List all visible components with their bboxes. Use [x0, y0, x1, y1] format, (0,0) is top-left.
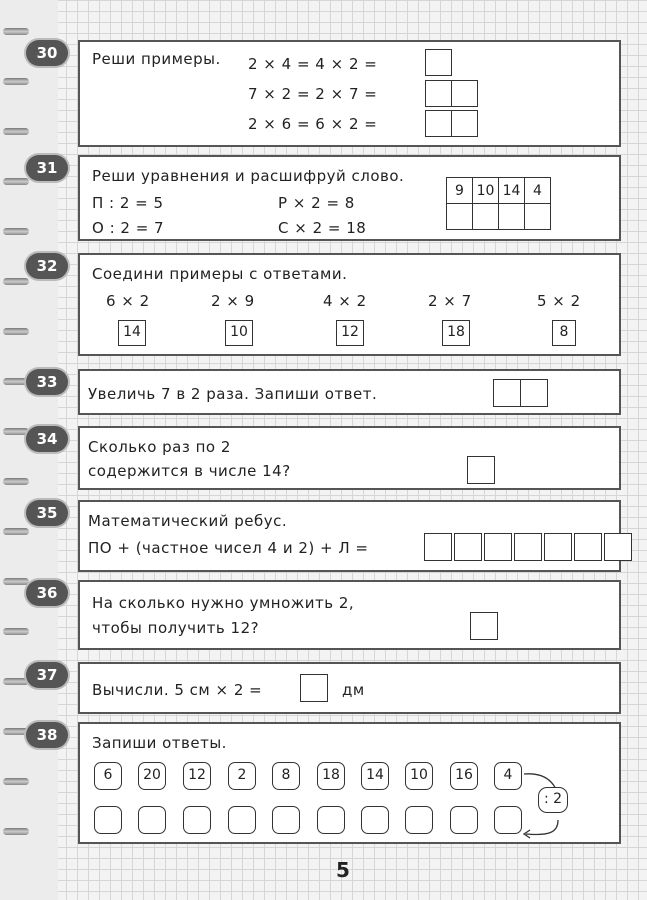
- answer-box[interactable]: [183, 806, 211, 834]
- task-36-line-2: чтобы получить 12?: [92, 619, 260, 637]
- source-number: 8: [272, 762, 300, 790]
- source-number: 10: [405, 762, 433, 790]
- answer-box[interactable]: [425, 110, 452, 137]
- task-37: [78, 662, 621, 714]
- answer-box[interactable]: [520, 379, 548, 407]
- answer-option[interactable]: 8: [552, 320, 576, 346]
- answer-box[interactable]: [405, 806, 433, 834]
- cipher-letter-box[interactable]: [447, 204, 473, 230]
- task-36: [78, 580, 621, 650]
- task-34: [78, 426, 621, 490]
- source-number: 16: [450, 762, 478, 790]
- answer-box[interactable]: [425, 49, 452, 76]
- example: 4 × 2: [323, 292, 367, 310]
- task-33: [78, 369, 621, 415]
- task-31-number: 31: [26, 155, 68, 181]
- answer-box[interactable]: [470, 612, 498, 640]
- task-31-title: Реши уравнения и расшифруй слово.: [92, 167, 405, 185]
- answer-box[interactable]: [604, 533, 632, 561]
- task-30-row-1: 2 × 4 = 4 × 2 =: [248, 55, 378, 73]
- task-35-title: Математический ребус.: [88, 512, 288, 530]
- answer-option[interactable]: 12: [336, 320, 364, 346]
- task-34-line-2: содержится в числе 14?: [88, 462, 291, 480]
- cipher-letter-box[interactable]: [525, 204, 551, 230]
- source-number: 12: [183, 762, 211, 790]
- answer-box[interactable]: [424, 533, 452, 561]
- task-32-number: 32: [26, 253, 68, 279]
- page-number: 5: [336, 858, 350, 882]
- task-32-title: Соедини примеры с ответами.: [92, 265, 348, 283]
- answer-box[interactable]: [300, 674, 328, 702]
- answer-box[interactable]: [94, 806, 122, 834]
- answer-box[interactable]: [494, 806, 522, 834]
- task-31-eq-o: О : 2 = 7: [92, 219, 165, 237]
- answer-option[interactable]: 14: [118, 320, 146, 346]
- task-36-number: 36: [26, 580, 68, 606]
- answer-box[interactable]: [425, 80, 452, 107]
- source-number: 18: [317, 762, 345, 790]
- task-31-eq-p: П : 2 = 5: [92, 194, 164, 212]
- answer-box[interactable]: [467, 456, 495, 484]
- answer-option[interactable]: 10: [225, 320, 253, 346]
- cipher-code: 4: [525, 178, 551, 204]
- cipher-letter-box[interactable]: [499, 204, 525, 230]
- task-35-number: 35: [26, 500, 68, 526]
- task-34-line-1: Сколько раз по 2: [88, 438, 231, 456]
- task-38: [78, 722, 621, 844]
- task-34-number: 34: [26, 426, 68, 452]
- task-33-number: 33: [26, 369, 68, 395]
- answer-option[interactable]: 18: [442, 320, 470, 346]
- example: 2 × 9: [211, 292, 255, 310]
- answer-box[interactable]: [450, 806, 478, 834]
- answer-box[interactable]: [361, 806, 389, 834]
- answer-box[interactable]: [544, 533, 572, 561]
- answer-box[interactable]: [493, 379, 521, 407]
- task-31-eq-s: С × 2 = 18: [278, 219, 367, 237]
- answer-box[interactable]: [514, 533, 542, 561]
- task-30-row-2: 7 × 2 = 2 × 7 =: [248, 85, 378, 103]
- answer-box[interactable]: [574, 533, 602, 561]
- task-36-line-1: На сколько нужно умножить 2,: [92, 594, 355, 612]
- task-30: [78, 40, 621, 147]
- answer-box[interactable]: [451, 110, 478, 137]
- task-35: [78, 500, 621, 572]
- task-35-line: ПО + (частное чисел 4 и 2) + Л =: [88, 539, 369, 557]
- cipher-code: 10: [473, 178, 499, 204]
- task-38-title: Запиши ответы.: [92, 734, 227, 752]
- operation-label: : 2: [538, 787, 568, 813]
- answer-box[interactable]: [484, 533, 512, 561]
- source-number: 20: [138, 762, 166, 790]
- answer-box[interactable]: [228, 806, 256, 834]
- example: 2 × 7: [428, 292, 472, 310]
- task-31-eq-r: Р × 2 = 8: [278, 194, 355, 212]
- task-38-number: 38: [26, 722, 68, 748]
- task-31: [78, 155, 621, 241]
- answer-box[interactable]: [451, 80, 478, 107]
- source-number: 6: [94, 762, 122, 790]
- task-37-number: 37: [26, 662, 68, 688]
- example: 6 × 2: [106, 292, 150, 310]
- cipher-code: 14: [499, 178, 525, 204]
- answer-box[interactable]: [454, 533, 482, 561]
- cipher-letter-box[interactable]: [473, 204, 499, 230]
- task-30-title: Реши примеры.: [92, 50, 221, 68]
- answer-box[interactable]: [272, 806, 300, 834]
- cipher-table: [446, 177, 551, 230]
- source-number: 2: [228, 762, 256, 790]
- task-37-expression: Вычисли. 5 см × 2 =: [92, 681, 263, 699]
- source-number: 4: [494, 762, 522, 790]
- task-32: [78, 253, 621, 356]
- example: 5 × 2: [537, 292, 581, 310]
- task-30-row-3: 2 × 6 = 6 × 2 =: [248, 115, 378, 133]
- cipher-code: 9: [447, 178, 473, 204]
- answer-box[interactable]: [317, 806, 345, 834]
- source-number: 14: [361, 762, 389, 790]
- task-33-text: Увеличь 7 в 2 раза. Запиши ответ.: [88, 385, 378, 403]
- task-30-number: 30: [26, 40, 68, 66]
- answer-box[interactable]: [138, 806, 166, 834]
- task-37-unit: дм: [342, 681, 365, 699]
